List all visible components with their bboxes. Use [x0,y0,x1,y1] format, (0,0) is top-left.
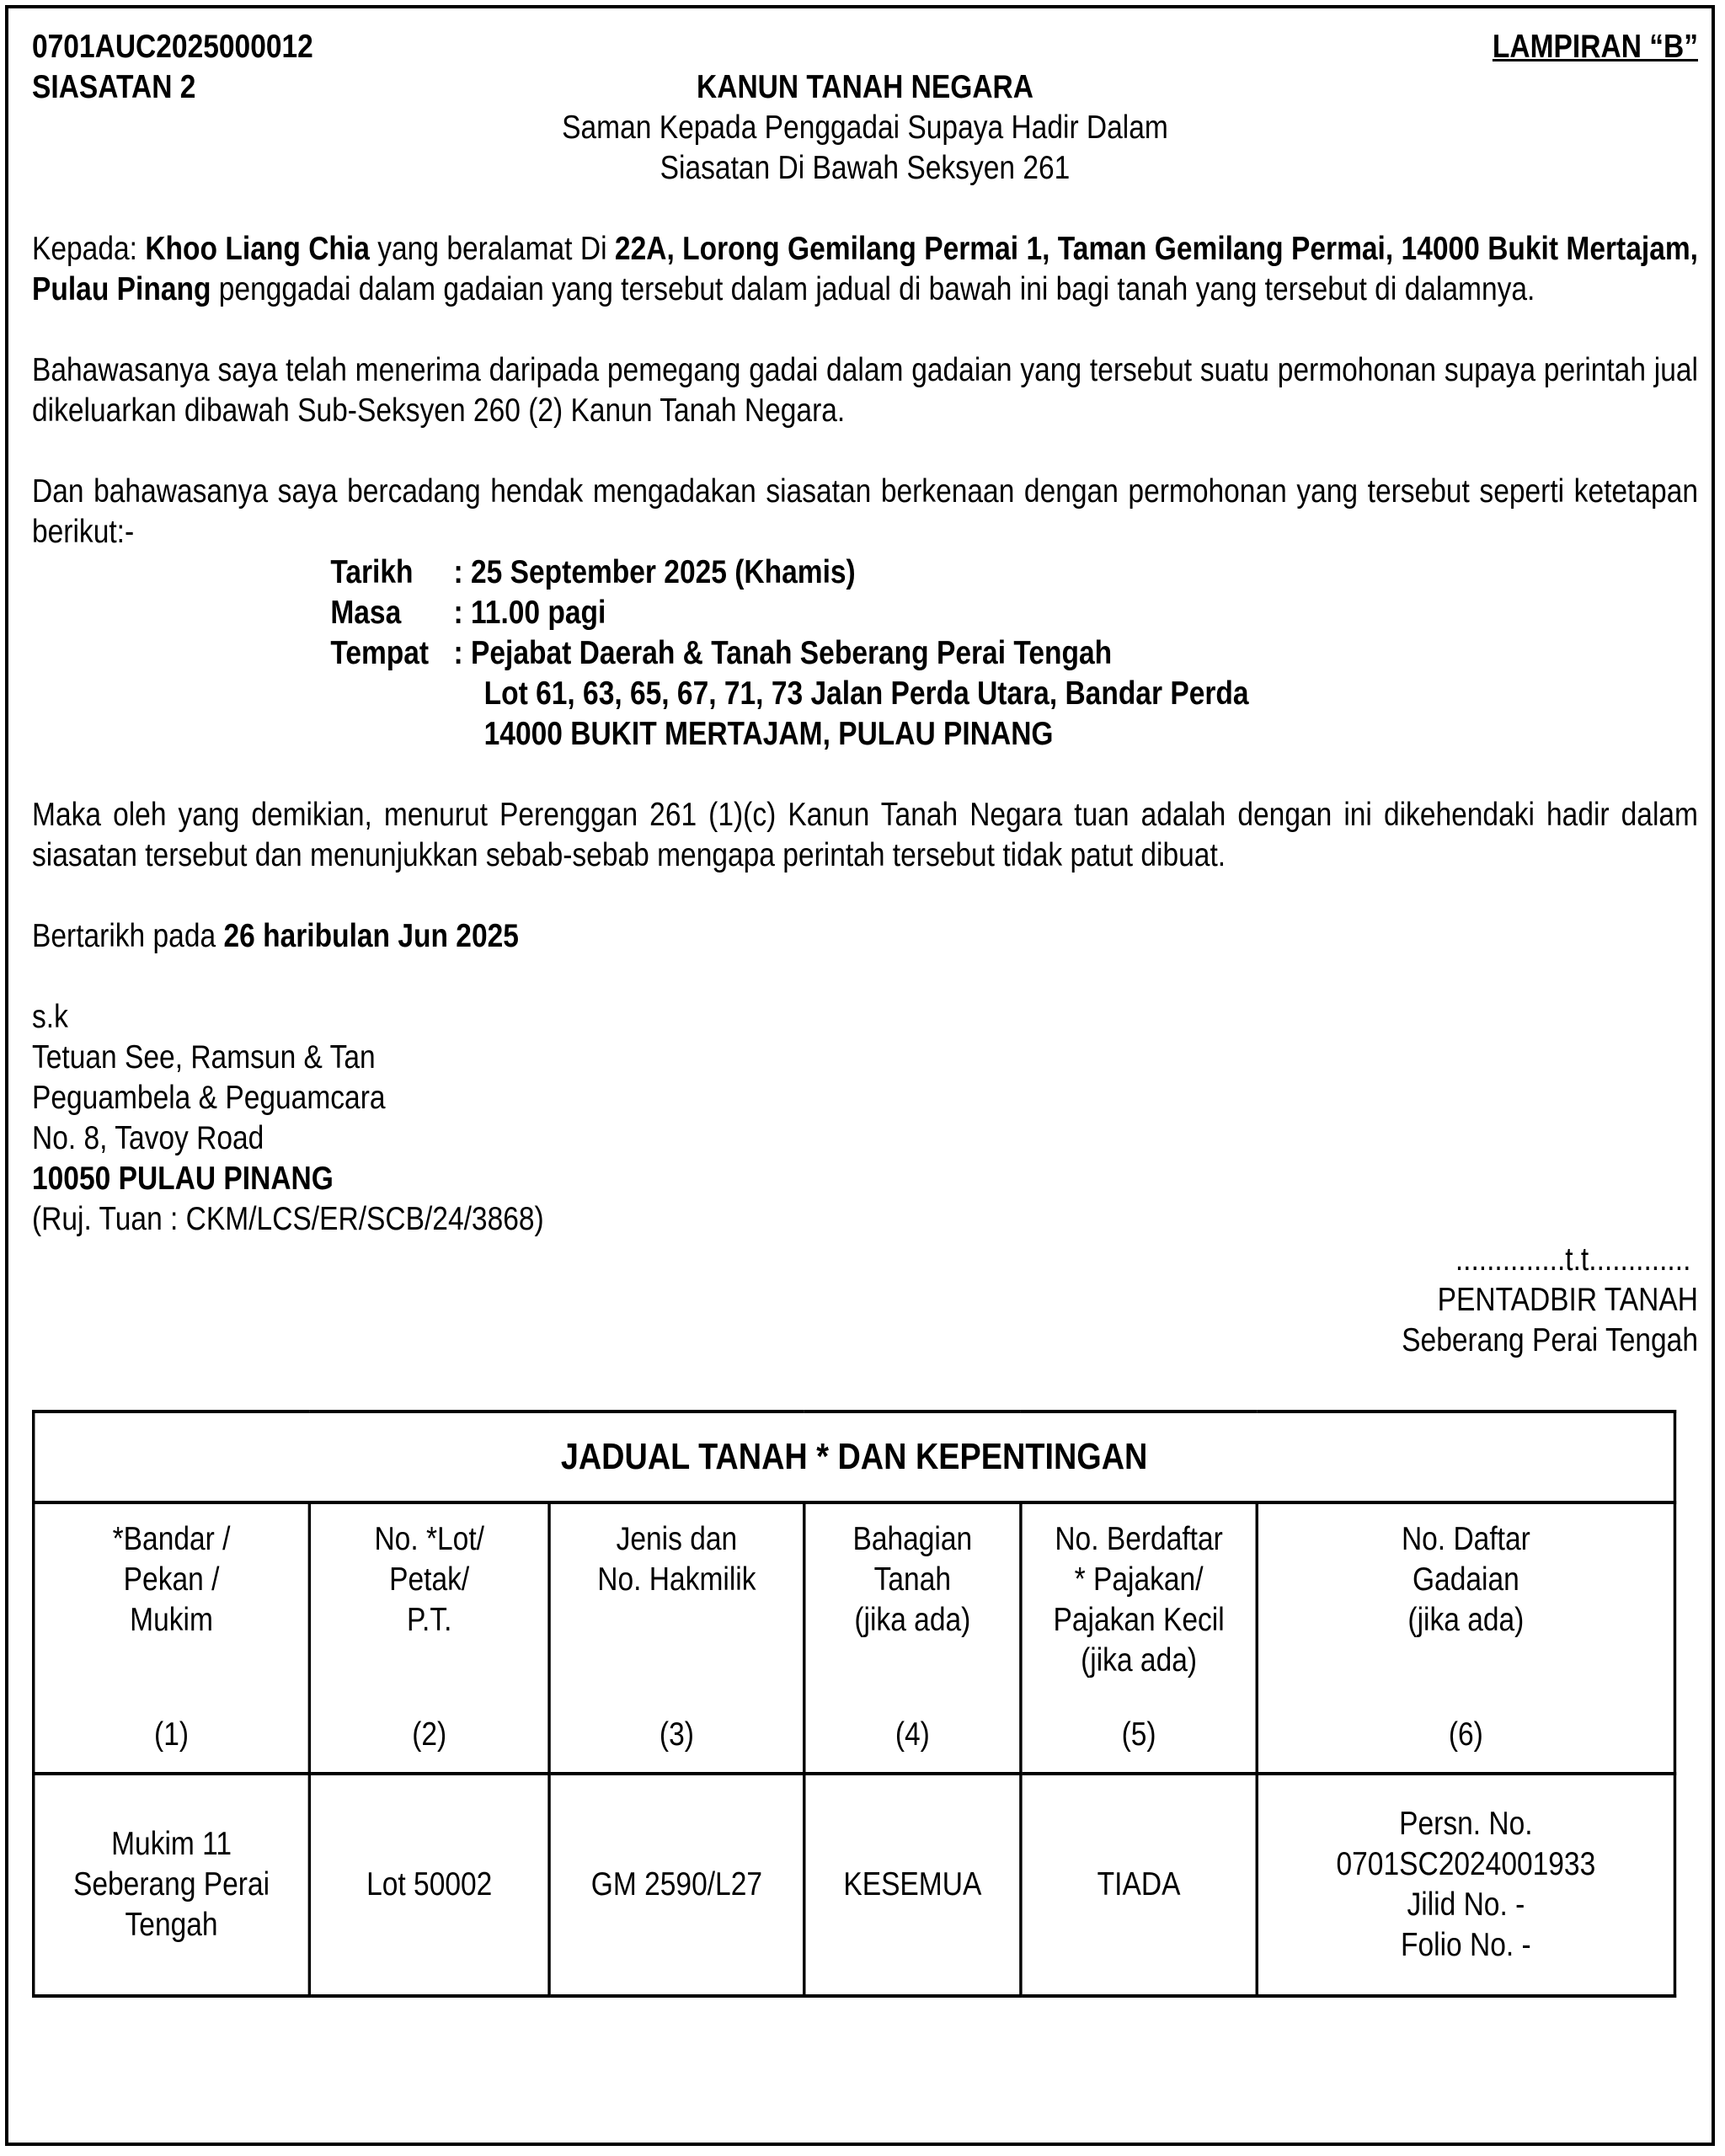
table-header-row [34,1502,1675,1774]
cell-line: Folio No. - [1401,1927,1531,1963]
cc-city: 10050 PULAU PINANG [32,1161,334,1197]
signature-district: Seberang Perai Tengah [1402,1322,1698,1358]
cc-firm: Tetuan See, Ramsun & Tan [32,1039,376,1075]
lampiran-label: LAMPIRAN “B” [1492,29,1698,65]
header-line: Tanah [873,1561,952,1598]
cell-line: Persn. No. [1399,1806,1533,1842]
cell-lot: Lot 50002 [309,1774,549,1996]
header-line: Mukim [130,1602,213,1638]
header-line: (jika ada) [854,1602,971,1638]
cell-line: Mukim 11 [111,1826,232,1862]
recipient-address: 22A, Lorong Gemilang Permai 1, Taman Gemilang Permai, 14000 Bukit Mertajam, Pulau Pinang [32,231,1698,307]
header-bahagian [804,1502,1021,1774]
masa-value: : 11.00 pagi [453,595,606,631]
cell-mukim [34,1774,310,1996]
column-number: (1) [154,1716,190,1753]
document-title: KANUN TANAH NEGARA [697,69,1033,105]
header-pajakan [1021,1502,1257,1774]
dated-prefix: Bertarikh pada [32,918,224,954]
header-line: *Bandar / [112,1521,231,1557]
siasatan-label: SIASATAN 2 [32,69,196,105]
dated-line [32,916,1698,957]
table-row [34,1774,1675,1996]
inquiry-paragraph: Dan bahawasanya saya bercadang hendak mengadakan siasatan berkenaan dengan permohonan yang tersebut seperti ketetapan berikut:- [32,473,1698,550]
cell-line: Tengah [125,1907,218,1943]
recipient-suffix: penggadai dalam gadaian yang tersebut dalam jadual di bawah ini bagi tanah yang tersebut di dalamnya. [211,271,1535,307]
cc-reference: (Ruj. Tuan : CKM/LCS/ER/SCB/24/3868) [32,1201,544,1237]
header-line: (jika ada) [1081,1642,1198,1678]
document [32,27,1698,1998]
signature-block [32,1240,1698,1361]
tempat-line-3: 14000 BUKIT MERTAJAM, PULAU PINANG [483,716,1054,752]
column-number: (2) [412,1716,447,1753]
document-subtitle-2: Siasatan Di Bawah Seksyen 261 [660,150,1071,186]
attendance-paragraph: Maka oleh yang demikian, menurut Perenggan 261 (1)(c) Kanun Tanah Negara tuan adalah dengan ini dikehendaki hadir dalam siasatan tersebut dan menunjukkan sebab-sebab mengapa perintah tersebut tidak patut dibuat. [32,797,1698,873]
column-number: (4) [895,1716,930,1753]
cc-sk: s.k [32,999,68,1035]
recipient-name: Khoo Liang Chia [145,231,370,267]
header-line: Bahagian [852,1521,973,1557]
reference-number: 0701AUC2025000012 [32,29,313,65]
header-line: Petak/ [389,1561,470,1598]
header-line: (jika ada) [1407,1602,1525,1638]
cc-street: No. 8, Tavoy Road [32,1120,264,1156]
column-number: (6) [1448,1716,1483,1753]
header-line: P.T. [406,1602,452,1638]
cell-pajakan: TIADA [1021,1774,1257,1996]
cc-title: Peguambela & Peguamcara [32,1080,386,1116]
cell-line: Jilid No. - [1407,1886,1525,1923]
header-line: No. Berdaftar [1055,1521,1223,1557]
header-lot [309,1502,549,1774]
cell-line: Seberang Perai [73,1866,270,1903]
dated-date: 26 haribulan Jun 2025 [223,918,519,954]
recipient-mid: yang beralamat Di [369,231,615,267]
recipient-prefix: Kepada: [32,231,146,267]
application-paragraph: Bahawasanya saya telah menerima daripada pemegang gadai dalam gadaian yang tersebut suatu permohonan supaya perintah jual dikeluarkan dibawah Sub-Seksyen 260 (2) Kanun Tanah Negara. [32,352,1698,429]
cell-hakmilik: GM 2590/L27 [549,1774,804,1996]
column-number: (5) [1121,1716,1156,1753]
tarikh-value: : 25 September 2025 (Khamis) [453,554,856,590]
cell-line: 0701SC2024001933 [1336,1846,1596,1882]
header-line: * Pajakan/ [1074,1561,1204,1598]
signature-tt: ..............t.t............. [1455,1241,1691,1278]
recipient-paragraph [32,229,1698,310]
inquiry-schedule [330,552,1698,755]
tempat-label: Tempat [330,635,430,671]
header-line: No. *Lot/ [374,1521,484,1557]
header-line: Gadaian [1412,1561,1519,1598]
header-gadaian [1257,1502,1674,1774]
header-bandar [34,1502,310,1774]
table-title: JADUAL TANAH * DAN KEPENTINGAN [34,1412,1675,1502]
cell-bahagian: KESEMUA [804,1774,1021,1996]
tempat-value: : Pejabat Daerah & Tanah Seberang Perai Tengah [453,635,1113,671]
header-line: Jenis dan [616,1521,738,1557]
signature-office: PENTADBIR TANAH [1437,1282,1698,1318]
cell-gadaian [1257,1774,1674,1996]
masa-label: Masa [330,595,402,631]
column-number: (3) [659,1716,694,1753]
cc-block [32,997,1698,1240]
tempat-line-2: Lot 61, 63, 65, 67, 71, 73 Jalan Perda Utara, Bandar Perda [483,675,1249,712]
header-line: Pekan / [123,1561,220,1598]
header-hakmilik [549,1502,804,1774]
tarikh-label: Tarikh [330,554,414,590]
header-line: Pajakan Kecil [1053,1602,1225,1638]
header-line: No. Hakmilik [597,1561,756,1598]
header-line: No. Daftar [1401,1521,1530,1557]
land-schedule-table [32,1410,1676,1998]
document-subtitle-1: Saman Kepada Penggadai Supaya Hadir Dalam [562,109,1168,146]
